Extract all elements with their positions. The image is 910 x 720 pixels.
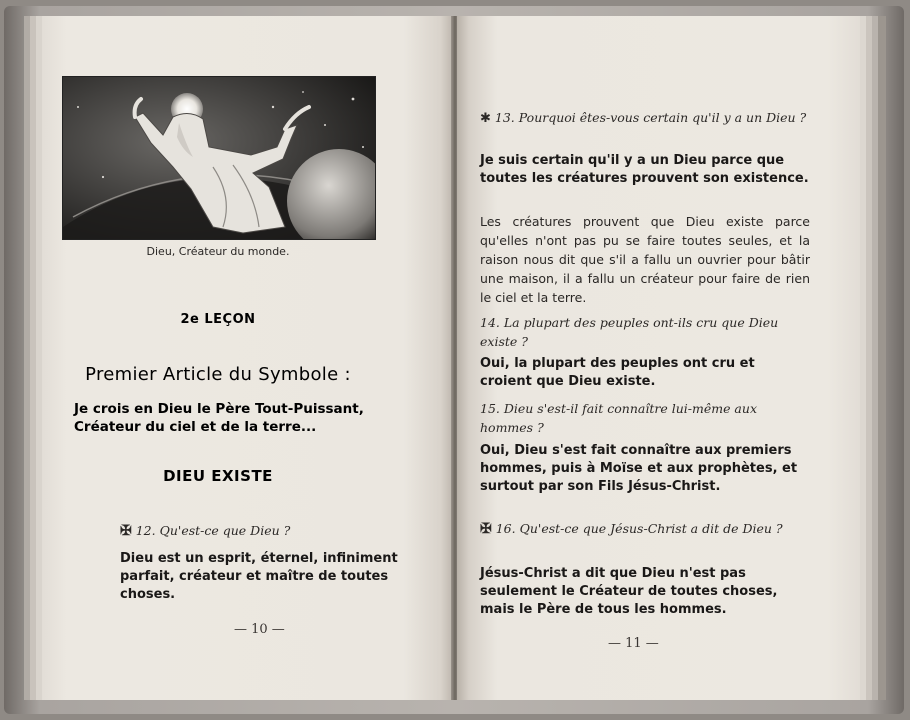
answer-15: Oui, Dieu s'est fait connaître aux premiers hommes, puis à Moïse et aux prophètes, et surtout par son Fils Jésus-Christ.: [480, 443, 798, 494]
explanation-13: Les créatures prouvent que Dieu existe parce qu'elles n'ont pas pu se faire toutes seules, et la raison nous dit que s'il a fallu un ouvrier pour bâtir une maison, il a fallu un créateur pour faire de rien le ciel et la terre.: [480, 214, 810, 305]
question-14: 14. La plupart des peuples ont-ils cru que Dieu existe ?: [480, 315, 779, 349]
answer-13: Je suis certain qu'il y a un Dieu parce que toutes les créatures prouvent son existence.: [480, 153, 809, 186]
answer-12: Dieu est un esprit, éternel, infiniment parfait, créateur et maître de toutes choses.: [120, 551, 398, 602]
maltese-cross-icon: ✠: [120, 523, 132, 539]
lesson-heading: 2e LEÇON: [180, 312, 256, 327]
page-number-right: — 11 —: [608, 636, 659, 651]
question-12-text: 12. Qu'est-ce que Dieu ?: [135, 523, 291, 538]
question-16-text: 16. Qu'est-ce que Jésus-Christ a dit de Dieu ?: [495, 521, 783, 536]
question-12: [120, 521, 390, 541]
maltese-cross-icon: ✠: [480, 521, 492, 537]
question-16: [480, 519, 810, 539]
god-creating-world-image: [63, 77, 375, 239]
page-number-left: — 10 —: [234, 622, 285, 637]
answer-14: Oui, la plupart des peuples ont cru et croient que Dieu existe.: [480, 356, 755, 389]
creator-illustration: [62, 76, 376, 240]
asterisk-icon: ✱: [480, 111, 491, 126]
article-subtitle: Je crois en Dieu le Père Tout-Puissant, Créateur du ciel et de la terre...: [74, 401, 364, 435]
question-13: [480, 108, 810, 128]
article-title: Premier Article du Symbole :: [85, 364, 351, 385]
question-13-text: 13. Pourquoi êtes-vous certain qu'il y a un Dieu ?: [494, 110, 807, 125]
question-15: 15. Dieu s'est-il fait connaître lui-même aux hommes ?: [480, 401, 757, 435]
section-title: DIEU EXISTE: [163, 467, 273, 485]
illustration-caption: Dieu, Créateur du monde.: [146, 245, 290, 258]
answer-16: Jésus-Christ a dit que Dieu n'est pas seulement le Créateur de toutes choses, mais le Père de tous les hommes.: [480, 566, 778, 617]
